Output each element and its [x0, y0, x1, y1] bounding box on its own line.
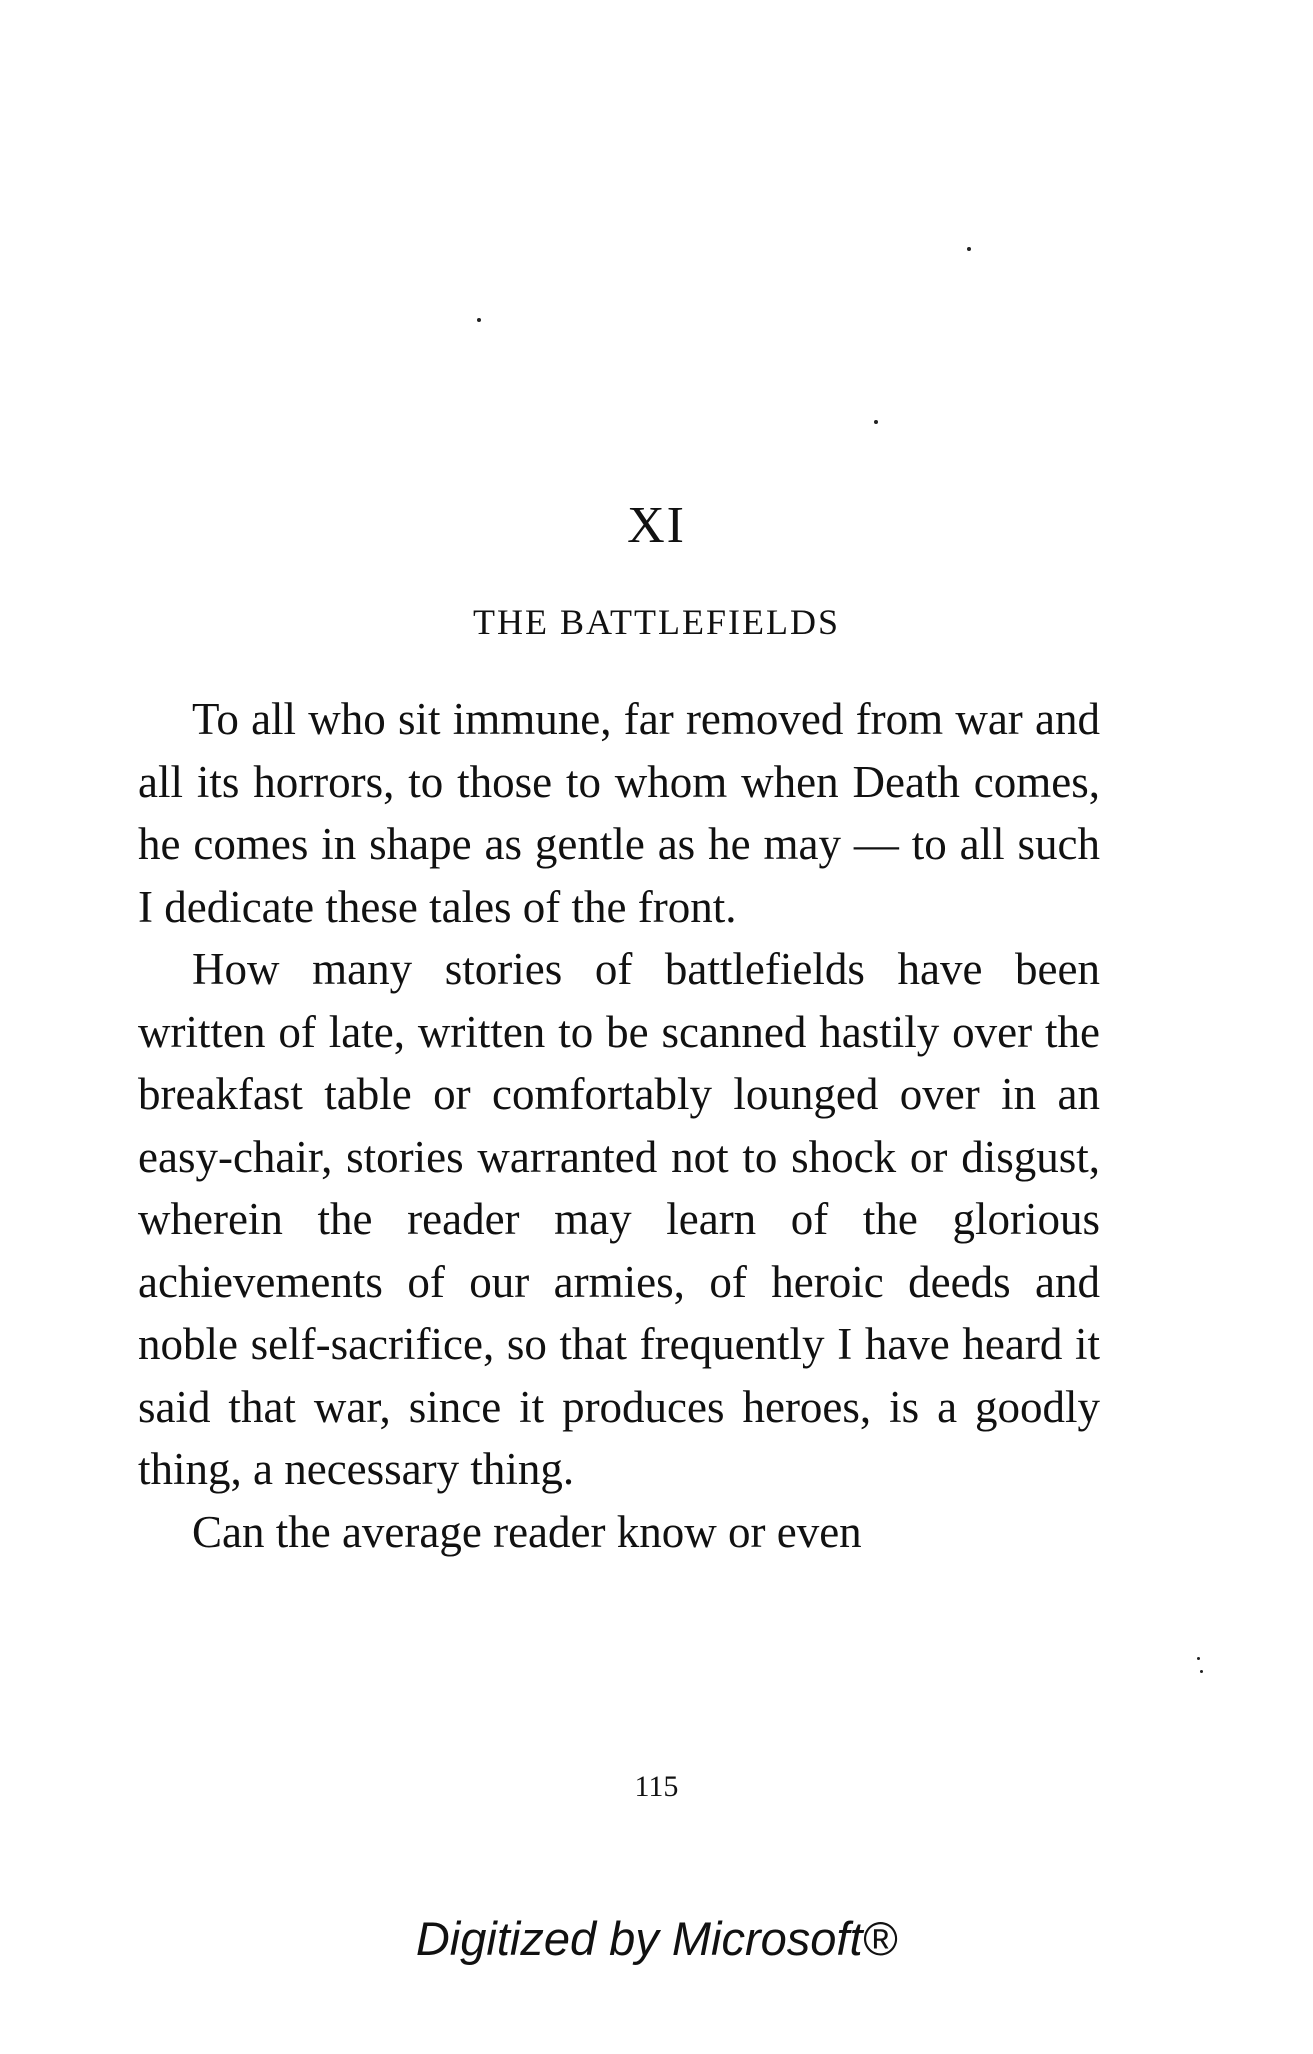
chapter-number: XI	[627, 497, 686, 554]
scan-speck-5	[1200, 1670, 1203, 1673]
scan-speck-4	[1197, 1657, 1200, 1660]
paragraph-3: Can the average reader know or even	[192, 1506, 862, 1557]
paragraph-1: To all who sit immune, far removed from war and all its horrors, to those to whom when Death comes, he comes in shape as gentle as he may — to all such I dedicate these tales of the front.	[138, 694, 1100, 932]
body-text	[138, 688, 1100, 1563]
paragraph-2: How many stories of battlefields have been written of late, written to be scanned hastily over the breakfast table or comfortably lounged over in an easy-chair, stories warranted not to shock or disgust, wherein the reader may learn of the glorious achievements of our armies, of heroic deeds and noble self-sacrifice, so that frequently I have heard it said that war, since it produces heroes, is a goodly thing, a necessary thing.	[138, 944, 1100, 1494]
chapter-title: THE BATTLEFIELDS	[473, 602, 840, 642]
digitization-watermark: Digitized by Microsoft®	[415, 1912, 898, 1965]
scan-speck-3	[874, 420, 878, 424]
page-number: 115	[634, 1770, 679, 1803]
scan-speck-1	[967, 247, 971, 251]
scan-speck-2	[477, 318, 481, 322]
